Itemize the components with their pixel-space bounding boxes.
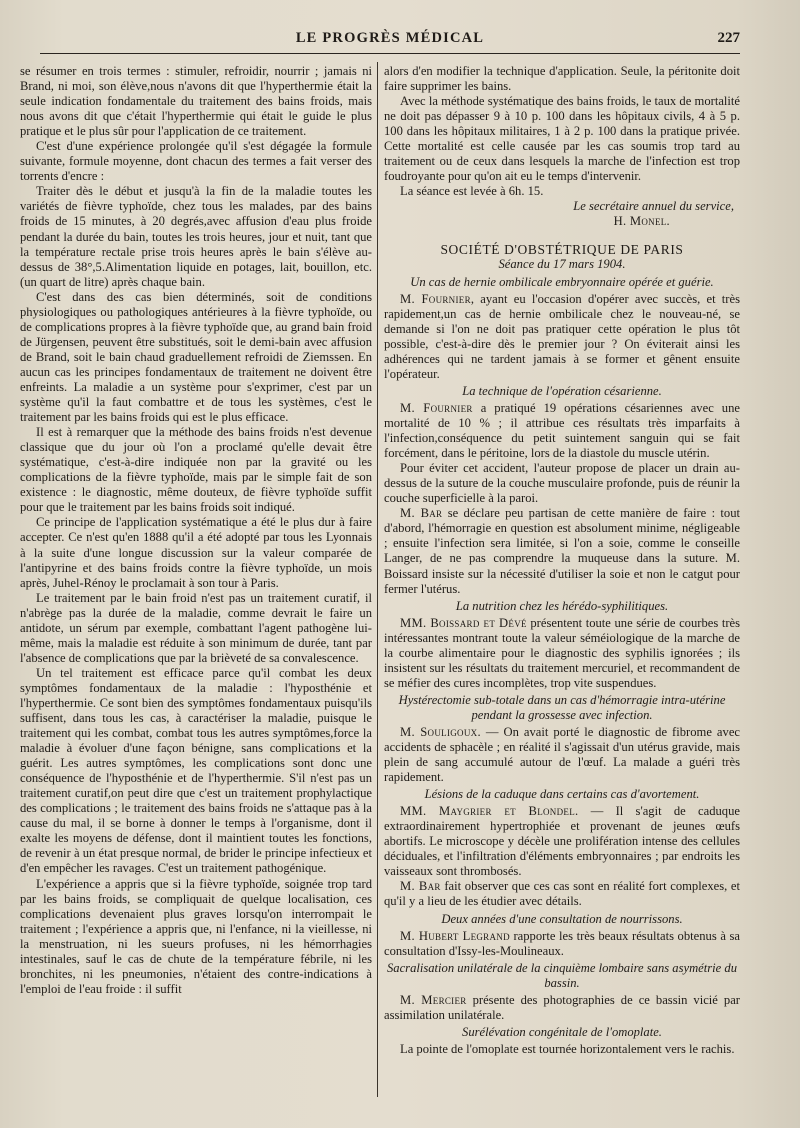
session-closing: La séance est levée à 6h. 15. <box>400 184 544 199</box>
paragraph-text: , ayant eu l'occasion d'opérer avec succès, et très rapidement,un cas de hernie ombilicale chez le nouveau-né, se demande si l'on ne doit pas pratiquer cette opération le plus tôt possible, c'est-à-dire dès le premier jour ? On éviterait ainsi les adhérences qui ne tardent jamais à se former et gênent ensuite l'opérateur. <box>384 291 740 381</box>
speaker: M. Souligoux. <box>400 724 481 739</box>
speaker: M. Hubert Legrand <box>400 928 510 943</box>
paragraph: L'expérience a appris que si la fièvre typhoïde, soignée trop tard par les bains froids, se compliquait de quelque localisation, ces complications devenaient plus graves lorsqu'on interrompait le traitement ; l'expérience a appris que, ni l'enfance, ni la vieillesse, ni la menstruation, ni les sueurs profuses, ni les hémorrhagies intestinales, sauf le cas de chute de la température fébrile, ni les bronchites, ni les pneumonies, n'étaient des contre-indications à l'emploi de l'eau froide : il suffit <box>20 876 372 996</box>
left-column <box>20 64 372 1114</box>
paragraph <box>384 725 740 785</box>
speaker: M. Fournier <box>400 400 473 415</box>
section-title: La technique de l'opération césarienne. <box>462 383 662 398</box>
signature-role: Le secrétaire annuel du service, <box>573 199 734 214</box>
running-title: LE PROGRÈS MÉDICAL <box>295 30 485 46</box>
paragraph <box>384 879 740 909</box>
paragraph <box>384 461 740 506</box>
paragraph <box>384 401 740 461</box>
paragraph <box>384 292 740 382</box>
society-title: SOCIÉTÉ D'OBSTÉTRIQUE DE PARIS <box>440 241 684 257</box>
paragraph <box>384 993 740 1023</box>
page-header <box>40 30 740 54</box>
section-title: Deux années d'une consultation de nourrissons. <box>441 911 683 926</box>
speaker: M. Mercier <box>400 992 467 1007</box>
section-title: La nutrition chez les hérédo-syphilitiques. <box>455 598 669 613</box>
speaker: MM. Boissard et Dévé <box>400 615 527 630</box>
paragraph: se résumer en trois termes : stimuler, refroidir, nourrir ; jamais ni Brand, ni moi, son élève,nous n'avons dit que l'hyperthermie était la seule indication fondamentale du traitement des bains froids, mais nous avons dit que c'était l'hyperthermie qui était le guide le plus pratique et le plus sûr pour l'application de ce traitement. <box>20 64 372 139</box>
speaker: M. Bar <box>400 879 441 894</box>
page-number: 227 <box>717 30 740 46</box>
paragraph-text: — Il s'agit de caduque extraordinairement hypertrophiée et provenant de jeunes œufs abortifs. Le microscope y décèle une prolifération intense des cellules déciduales, et l'infiltration d'éléments embryonnaires ; par endroits les vaisseaux sont thrombosés. <box>384 804 740 879</box>
paragraph-text: La pointe de l'omoplate est tournée horizontalement vers le rachis. <box>400 1041 735 1056</box>
session-date: Séance du 17 mars 1904. <box>498 256 626 271</box>
signature-name: H. Monel. <box>613 214 670 229</box>
paragraph-text: rapporte les très beaux résultats obtenus à sa consultation d'Issy-les-Moulineaux. <box>384 928 740 958</box>
paragraph <box>384 506 740 596</box>
speaker: M. Fournier <box>400 291 471 306</box>
speaker: M. Bar <box>400 506 443 521</box>
paragraph: alors d'en modifier la technique d'application. Seule, la péritonite doit faire supprimer les bains. <box>384 64 740 94</box>
paragraph-text: se déclare peu partisan de cette manière de faire : tout d'abord, l'hémorragie en question est absolument minime, négligeable ; ensuite l'infection sera limitée, si l'on a soie, comme le conseille Langer, de ne pas comprendre la muqueuse dans la suture. M. Boissard insiste sur la nécessité d'utiliser la soie et non le catgut pour fermer l'utérus. <box>384 506 740 596</box>
paragraph-text: présente des photographies de ce bassin vicié par assimilation unilatérale. <box>384 992 740 1022</box>
paragraph-text: présentent toute une série de courbes très intéressantes montrant toute la valeur séméiologique de la marche de la courbe alimentaire pour le diagnostic des syphilis ignorées ; ils insistent sur les résultats du traitement mercuriel, et recommandent de se méfier des cures incomplètes, trop vite suspendues. <box>384 615 740 690</box>
paragraph-text: fait observer que ces cas sont en réalité fort complexes, et qu'il y a lieu de les étudier avec détails. <box>384 879 740 909</box>
section-title: Un cas de hernie ombilicale embryonnaire opérée et guérie. <box>410 274 714 289</box>
paragraph: Un tel traitement est efficace parce qu'il combat les deux symptômes fondamentaux de la maladie : l'hyposthénie et l'hyperthermie. Ce sont bien des symptômes fondamentaux puisqu'ils suffisent, dans tous les cas, à caractériser la maladie, puisque le traitement qui les combat, combat tous les autres symptômes,force la maladie à évoluer d'une façon bénigne, sans complications et la guérit. Les autres symptômes, les complications sont donc une conséquence de l'hyposthénie et de l'hyperthermie. S'il n'est pas un traitement curatif,on peut dire que c'est un traitement prophylactique des complications ; le traitement des bains froids ne s'attaque pas à la cause du mal, il se borne à donner le temps à l'organisme, dont il exalte les moyens de défense, dont il maintient toutes les fonctions, de revenir à un état presque normal, de brider le principe infectieux et d'en empêcher les ravages. C'est un traitement pathogénique. <box>20 665 372 876</box>
right-column <box>384 64 740 1114</box>
section-title: Hystérectomie sub-totale dans un cas d'hémorragie intra-utérine pendant la grossesse avec infection. <box>398 692 726 722</box>
section-title: Lésions de la caduque dans certains cas d'avortement. <box>424 787 700 802</box>
paragraph <box>384 1042 740 1057</box>
paragraph-text: Pour éviter cet accident, l'auteur propose de placer un drain au-dessus de la suture de la couche musculaire profonde, puis de réunir la couche superficielle à la paroi. <box>384 461 740 506</box>
paragraph <box>384 616 740 691</box>
section-title: Surélévation congénitale de l'omoplate. <box>462 1024 662 1039</box>
paragraph: Il est à remarquer que la méthode des bains froids n'est devenue classique que du jour où l'on a proclamé qu'elle devait être systématique, c'est-à-dire indiquée non par la gravité ou les complications de la fièvre typhoïde, mais par le simple fait de son existence : le diagnostic, même douteux, de fièvre typhoïde suffit pour que le traitement par les bains froids soit indiqué. <box>20 425 372 515</box>
speaker: MM. Maygrier et Blondel. <box>400 804 579 819</box>
paragraph-text: a pratiqué 19 opérations césariennes avec une mortalité de 10 % ; il attribue ces résultats très imparfaits à l'infection,conséquence du petit suintement sanguin qui se fait forcément, dans le péritoine, lors de la diastole du muscle utérin. <box>384 400 740 461</box>
paragraph: Ce principe de l'application systématique a été le plus dur à faire accepter. Ce n'est qu'en 1888 qu'il a été adopté par tous les Lyonnais à la suite d'une longue discussion sur la valeur comparée de l'antipyrine et des bains froids contre la fièvre typhoïde, un mois après, Juhel-Rénoy le proclamait à son tour à Paris. <box>20 515 372 590</box>
paragraph: C'est d'une expérience prolongée qu'il s'est dégagée la formule suivante, formule moyenne, dont chacun des termes a fait verser des torrents d'encre : <box>20 139 372 184</box>
paragraph: Traiter dès le début et jusqu'à la fin de la maladie toutes les variétés de fièvre typhoïde, chez tous les malades, par des bains froids de 15 minutes, à 20 degrés,avec affusion d'eau plus froide pendant la durée du bain, toutes les trois heures, jour et nuit, tant que la température rectale prise trois heures après le bain s'élève au-dessus de 38°,5.Alimentation liquide en potages, lait, bouillon, etc. (un quart de litre) après chaque bain. <box>20 184 372 289</box>
paragraph: Le traitement par le bain froid n'est pas un traitement curatif, il n'abrège pas la durée de la maladie, comme devrait le faire un antidote, un sérum par exemple, combattant l'agent pathogène lui-même, mais la maladie est réduite à son minimum de durée, tant par l'absence de complications que par la brièveté de sa convalescence. <box>20 590 372 665</box>
paragraph-text: — On avait porté le diagnostic de fibrome avec accidents de sphacèle ; en réalité il s'agissait d'un utérus gravide, mais plein de sang accumulé autour de l'œuf. La malade a guéri très rapidement. <box>384 724 740 785</box>
header-rule <box>40 53 740 54</box>
column-divider <box>377 62 378 1097</box>
paragraph <box>384 804 740 879</box>
section-title: Sacralisation unilatérale de la cinquième lombaire sans asymétrie du bassin. <box>386 960 737 990</box>
paragraph <box>384 929 740 959</box>
paragraph: Avec la méthode systématique des bains froids, le taux de mortalité ne doit pas dépasser 9 à 10 p. 100 dans les hôpitaux civils, 4 à 5 p. 100 dans les hôpitaux militaires, 1 à 2 p. 100 dans la pratique privée. Cette mortalité est celle causée par les cas soumis trop tard au traitement ou de ceux dans lesquels la marche de l'infection est trop foudroyante pour qu'on ait eu le temps d'intervenir. <box>384 94 740 184</box>
paragraph: C'est dans des cas bien déterminés, soit de conditions physiologiques ou pathologiques antérieures à la fièvre typhoïde, ou de complications propres à la fièvre typhoïde que, au grand bain froid de Jürgensen, peuvent être substitués, soit le demi-bain avec affusion de Brand, soit le bain chaud graduellement refroidi de Ziemssen. En aucun cas les principes fondamentaux de traitement ne doivent être enfreints. La maladie a un système pour s'exprimer, c'est par un système qu'il la faut combattre et de tous les systèmes, c'est le traitement par les bains froids qui est le plus efficace. <box>20 289 372 425</box>
